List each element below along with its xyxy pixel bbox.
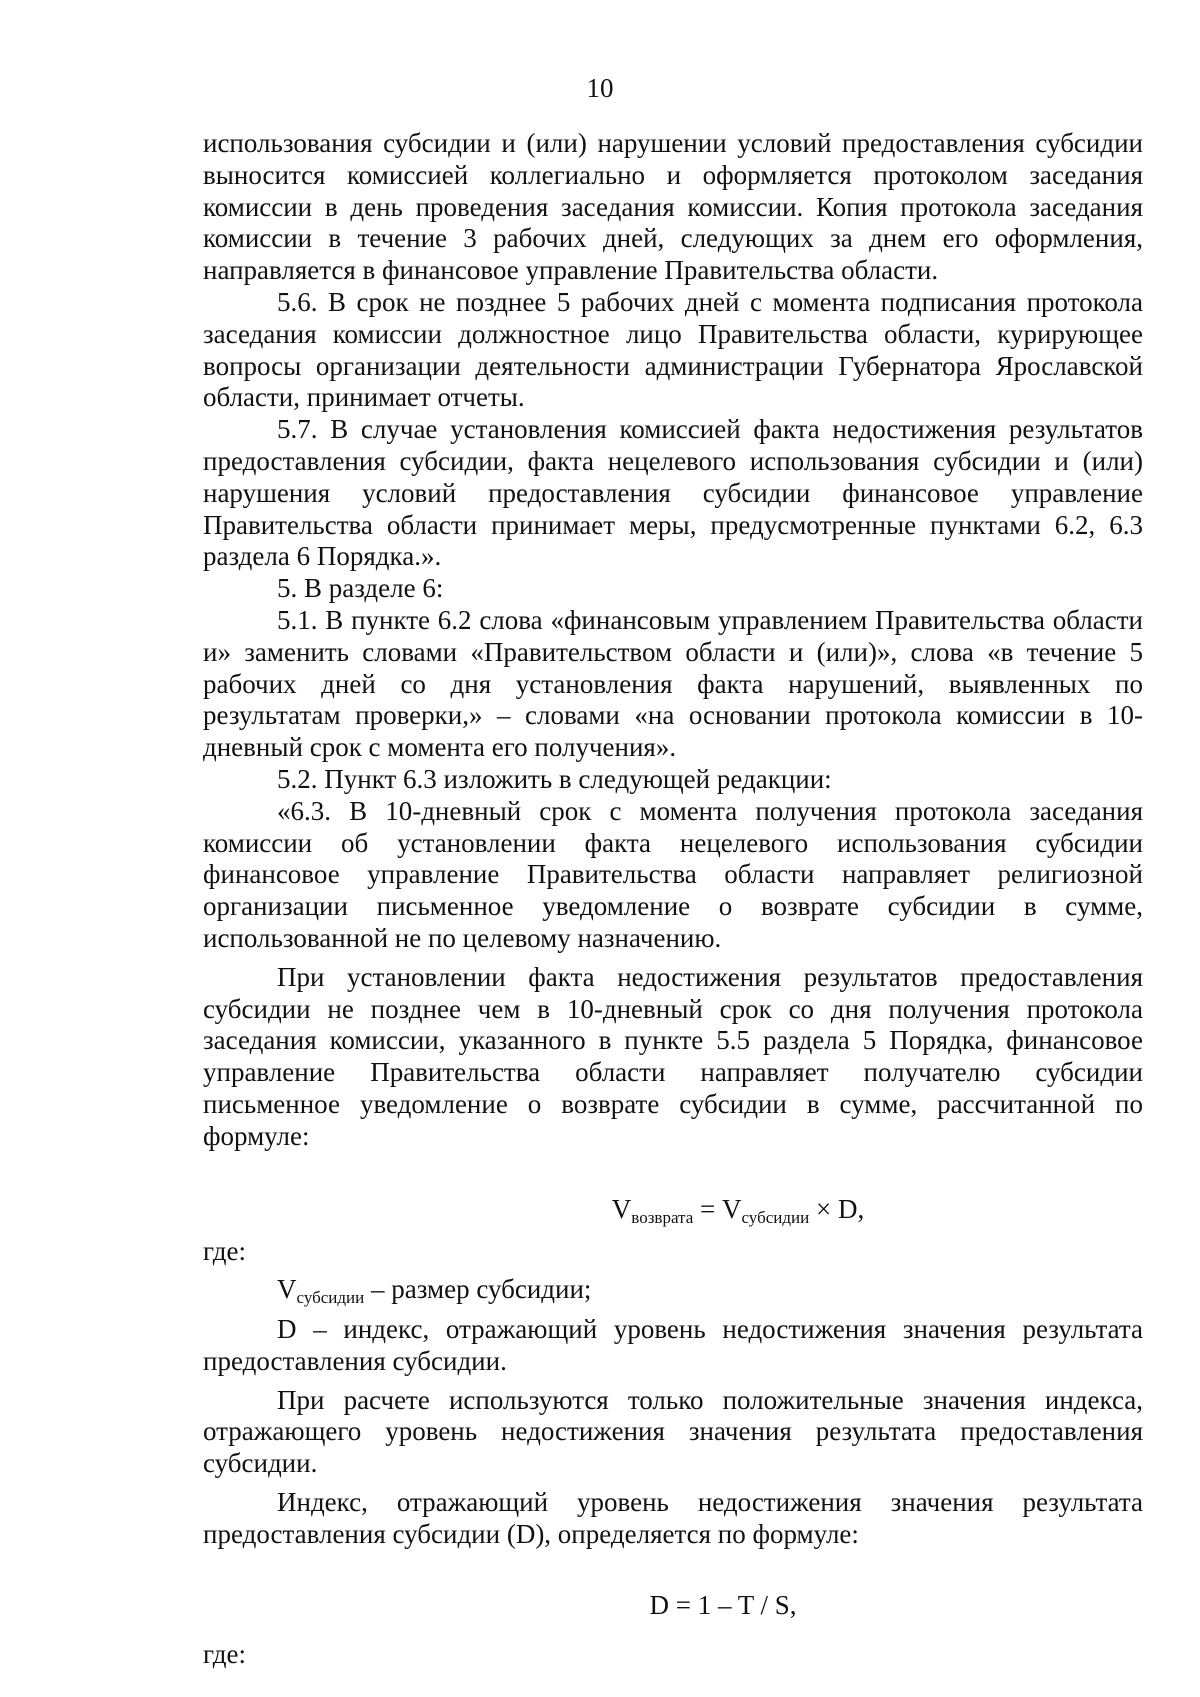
paragraph: использования субсидии и (или) нарушении условий предоставления субсидии выносится комиссией коллегиально и оформляется протоколом заседания комиссии в день проведения заседания комиссии. Копия протокола заседания комиссии в течение 3 рабочих дней, следующих за днем его оформления, направляется в финансовое управление Правительства области. [203, 128, 1143, 286]
paragraph-5-1: 5.1. В пункте 6.2 слова «финансовым управлением Правительства области и» заменить словами «Правительством области и (или)», слова «в течение 5 рабочих дней со дня установления факта нарушений, выявленных по результатам проверки,» – словами «на основании протокола комиссии в 10-дневный срок с момента его получения». [203, 604, 1143, 763]
paragraph-index-definition: Индекс, отражающий уровень недостижения значения результата предоставления субсидии (D), определяется по формуле: [203, 1487, 1143, 1549]
formula-times-d: × D, [809, 1193, 865, 1224]
formula-var-v: V [611, 1193, 632, 1224]
formula-index-d: D = 1 – T / S, [649, 1589, 797, 1620]
formula-return-amount [203, 1193, 1143, 1234]
paragraph-6-3: «6.3. В 10-дневный срок с момента получения протокола заседания комиссии об установлении факта нецелевого использования субсидии финансовое управление Правительства области направляет религиозной организации письменное уведомление о возврате субсидии в сумме, использованной не по целевому назначению. [203, 795, 1143, 953]
paragraph-5-6: 5.6. В срок не позднее 5 рабочих дней с момента подписания протокола заседания комиссии должностное лицо Правительства области, курирующее вопросы организации деятельности администрации Губернатора Ярославской области, принимает отчеты. [203, 286, 1143, 413]
formula-equals-v: = V [693, 1193, 742, 1224]
definition-d-index: D – индекс, отражающий уровень недостижения значения результата предоставления субсидии. [203, 1314, 1143, 1376]
where-label-2: где: [203, 1638, 246, 1669]
formula-subscript-return: возврата [631, 1207, 694, 1227]
definition-v-subsidy [203, 1274, 1143, 1314]
paragraph-5-2: 5.2. Пункт 6.3 изложить в следующей редакции: [277, 763, 832, 794]
formula-subscript-subsidy: субсидии [741, 1207, 810, 1227]
where-label: где: [203, 1235, 246, 1266]
paragraph-section-6: 5. В разделе 6: [277, 573, 444, 604]
document-body [203, 128, 1143, 1670]
def-var-v: V [277, 1274, 297, 1305]
paragraph-return-notice: При установлении факта недостижения результатов предоставления субсидии не позднее чем в 10-дневный срок со дня получения протокола заседания комиссии, указанного в пункте 5.5 раздела 5 Порядка, финансовое управление Правительства области направляет получателю субсидии письменное уведомление о возврате субсидии в сумме, рассчитанной по формуле: [203, 961, 1143, 1151]
def-subscript-subsidy: субсидии [296, 1288, 365, 1308]
def-v-text: – размер субсидии; [364, 1274, 592, 1305]
paragraph-positive-values: При расчете используются только положительные значения индекса, отражающего уровень недостижения значения результата предоставления субсидии. [203, 1384, 1143, 1479]
page-number: 10 [586, 73, 614, 103]
paragraph-5-7: 5.7. В случае установления комиссией факта недостижения результатов предоставления субсидии, факта нецелевого использования субсидии и (или) нарушения условий предоставления субсидии финансовое управление Правительства области принимает меры, предусмотренные пунктами 6.2, 6.3 раздела 6 Порядка.». [203, 414, 1143, 572]
